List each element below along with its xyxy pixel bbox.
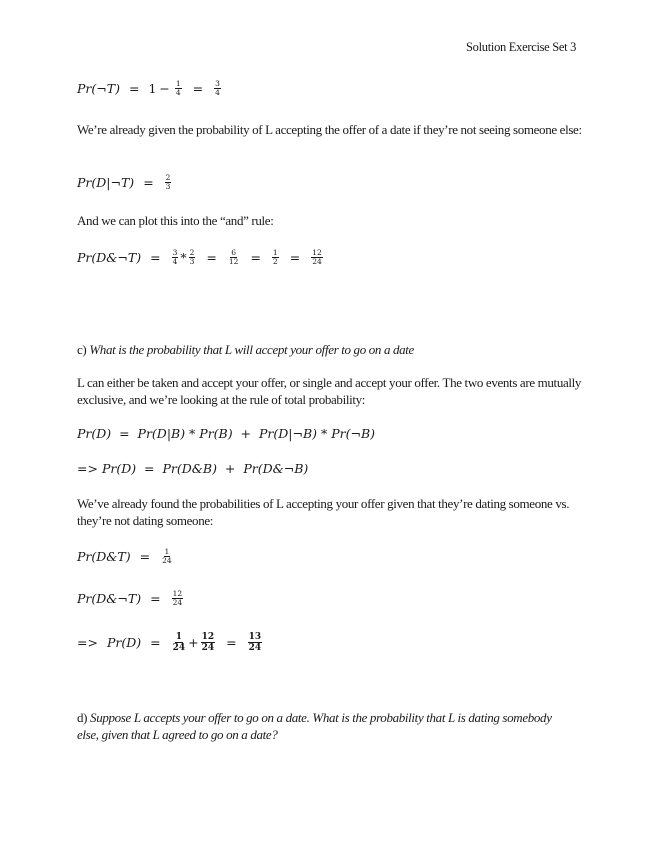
equation-total-probability — [77, 426, 375, 441]
section-c-question — [77, 341, 587, 358]
equation-d-and-not-t — [77, 249, 325, 266]
eq-lhs: Pr(D&¬T) — [77, 250, 142, 265]
fraction: $\frac{1}{24}$ — [162, 547, 172, 565]
equals-sign: = — [206, 250, 217, 265]
equals-sign: = — [289, 250, 301, 265]
equals-sign: = — [192, 81, 204, 96]
plus-sign: + — [188, 635, 199, 650]
header-title: Solution Exercise Set 3 — [466, 40, 577, 54]
equals-sign: = — [250, 250, 261, 265]
equals-sign: = — [150, 250, 161, 265]
paragraph-given-probability: We’re already given the probability of L accepting the offer of a date if they’re not seeing someone else: — [77, 122, 582, 137]
page-header — [466, 40, 576, 55]
fraction: $\frac{12}{24}$ — [172, 589, 183, 607]
section-label: d) — [77, 710, 88, 725]
eq-lhs: Pr(D|¬T) — [77, 175, 135, 190]
paragraph-and-rule: And we can plot this into the “and” rule: — [77, 213, 274, 228]
equation-not-t — [77, 80, 223, 97]
paragraph-found-probabilities: We’ve already found the probabilities of L accepting your offer given that they’re dating someone vs. they’re not dating someone: — [77, 496, 570, 528]
section-label: c) — [77, 342, 87, 357]
eq-lhs: Pr(D&¬T) — [77, 591, 142, 606]
eq-lhs: Pr(D&T) — [77, 549, 131, 564]
eq-text: Pr(D) = Pr(D&B) + Pr(D&¬B) — [101, 461, 309, 476]
fraction: $\frac{2}{3}$ — [165, 173, 171, 191]
fraction: $\frac{6}{12}$ — [228, 248, 239, 266]
equals-sign: = — [143, 175, 154, 190]
fraction: $\frac{3}{4}$ — [215, 79, 220, 97]
section-d-question — [77, 709, 557, 743]
fraction: $\frac{2}{3}$ — [189, 248, 195, 266]
fraction: $\frac{3}{4}$ — [172, 248, 178, 266]
implies-arrow: => — [77, 461, 98, 476]
fraction: $\frac{1}{2}$ — [272, 248, 278, 266]
fraction: $\frac{12}{24}$ — [312, 248, 322, 266]
eq-lhs: Pr(D) — [106, 635, 142, 650]
question-text: What is the probability that L will accept your offer to go on a date — [89, 342, 414, 357]
equation-pr-d-result — [77, 632, 264, 653]
equals-sign: = — [128, 81, 140, 96]
times-sign: * — [180, 250, 187, 265]
eq-term: 1 — [148, 81, 157, 96]
equals-sign: = — [150, 591, 161, 606]
question-text: Suppose L accepts your offer to go on a date. What is the probability that L is dating somebody else, given that L agreed to go on a date? — [77, 710, 552, 742]
equals-sign: = — [150, 635, 161, 650]
fraction: $\frac{13}{24}$ — [248, 632, 262, 653]
equation-d-and-not-t-result — [77, 590, 185, 607]
equals-sign: = — [226, 635, 237, 650]
equation-d-given-not-t — [77, 174, 173, 191]
equation-d-and-t — [77, 548, 175, 565]
fraction: $\frac{1}{24}$ — [172, 632, 186, 653]
implies-arrow: => — [77, 635, 98, 650]
eq-text: Pr(D) = Pr(D|B) * Pr(B) + Pr(D|¬B) * Pr(¬B) — [77, 426, 376, 441]
minus-sign: − — [159, 81, 170, 96]
paragraph-total-probability: L can either be taken and accept your offer, or single and accept your offer. The two events are mutually exclusive, and we’re looking at the rule of total probability: — [77, 375, 582, 407]
equation-sum-joint — [77, 461, 308, 476]
fraction: $\frac{1}{4}$ — [175, 79, 181, 97]
equals-sign: = — [139, 549, 151, 564]
fraction: $\frac{12}{24}$ — [201, 632, 215, 653]
eq-lhs: Pr(¬T) — [77, 81, 120, 96]
